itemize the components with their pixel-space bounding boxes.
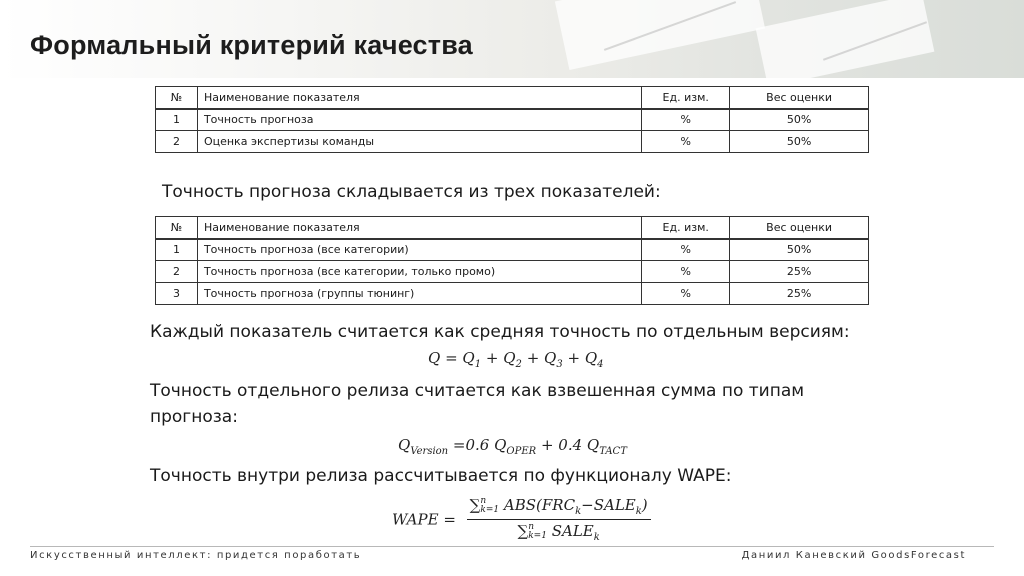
cell-number: 1	[156, 109, 198, 131]
forecast-accuracy-text: Точность прогноза складывается из трех показателей:	[162, 182, 661, 202]
formula-q-lhs: Q =	[428, 349, 458, 367]
cell-number: 2	[156, 261, 198, 283]
formula-version-sub: OPER	[506, 446, 537, 457]
cell-number: 1	[156, 239, 198, 261]
release-text-line1: Точность отдельного релиза считается как взвешенная сумма по типам	[150, 381, 805, 401]
cell-name: Точность прогноза	[197, 109, 641, 131]
sum-upper: n	[528, 522, 535, 532]
cell-unit: %	[642, 131, 730, 153]
numerator-text: )	[641, 496, 648, 514]
header-number: №	[156, 217, 198, 239]
denominator-sub: k	[593, 532, 600, 543]
header-unit: Ед. изм.	[642, 217, 730, 239]
sum-limits	[528, 523, 547, 541]
sum-lower: k=1	[480, 505, 500, 515]
cell-unit: %	[642, 261, 730, 283]
formula-wape	[392, 496, 651, 543]
numerator-text: −SALE	[581, 496, 636, 514]
denominator-text: SALE	[551, 522, 594, 540]
numerator-text: ABS(FRC	[503, 496, 576, 514]
formula-q-term: + Q	[485, 349, 516, 367]
table-row	[156, 109, 869, 131]
cell-number: 3	[156, 283, 198, 305]
formula-q-term: Q	[462, 349, 475, 367]
sum-symbol: ∑	[517, 522, 529, 540]
cell-weight: 25%	[730, 283, 869, 305]
cell-number: 2	[156, 131, 198, 153]
cell-name: Оценка экспертизы команды	[197, 131, 641, 153]
cell-unit: %	[642, 283, 730, 305]
sum-limits	[480, 497, 499, 515]
footer-right-text: Даниил Каневский GoodsForecast	[741, 550, 966, 561]
header-weight: Вес оценки	[730, 217, 869, 239]
sum-upper: n	[480, 496, 487, 506]
formula-q-term: + Q	[526, 349, 557, 367]
page-title: Формальный критерий качества	[30, 30, 473, 60]
formula-q	[428, 349, 604, 370]
footer-left-text: Искусственный интеллект: придется поработать	[30, 550, 362, 561]
cell-weight: 50%	[730, 109, 869, 131]
cell-name: Точность прогноза (все категории)	[197, 239, 641, 261]
sum-lower: k=1	[528, 531, 547, 541]
forecast-accuracy-table	[155, 216, 869, 305]
cell-unit: %	[642, 239, 730, 261]
formula-q-sub: 3	[556, 359, 563, 370]
wape-denominator	[467, 520, 651, 543]
table-row	[156, 239, 869, 261]
formula-version-q: Q	[398, 436, 411, 454]
footer-divider	[30, 546, 994, 547]
numerator-sub: k	[635, 506, 642, 517]
wape-numerator	[467, 496, 651, 520]
cell-weight: 50%	[730, 131, 869, 153]
release-text-line2: прогноза:	[150, 407, 238, 427]
criteria-table	[155, 86, 869, 153]
cell-weight: 50%	[730, 239, 869, 261]
each-metric-text: Каждый показатель считается как средняя точность по отдельным версиям:	[150, 322, 850, 342]
table-row	[156, 131, 869, 153]
header-unit: Ед. изм.	[642, 87, 730, 109]
header-name: Наименование показателя	[197, 87, 641, 109]
formula-version-mid: + 0.4 Q	[540, 436, 600, 454]
table-header-row	[156, 87, 869, 109]
cell-weight: 25%	[730, 261, 869, 283]
cell-name: Точность прогноза (все категории, только промо)	[197, 261, 641, 283]
formula-wape-lhs: WAPE =	[392, 510, 456, 529]
formula-q-term: + Q	[567, 349, 598, 367]
formula-version-sub: Version	[410, 446, 449, 457]
header-number: №	[156, 87, 198, 109]
formula-q-sub: 2	[515, 359, 522, 370]
header-name: Наименование показателя	[197, 217, 641, 239]
cell-unit: %	[642, 109, 730, 131]
formula-q-sub: 1	[474, 359, 482, 370]
cell-name: Точность прогноза (группы тюнинг)	[197, 283, 641, 305]
table-row	[156, 261, 869, 283]
header-weight: Вес оценки	[730, 87, 869, 109]
inside-release-text: Точность внутри релиза рассчитывается по функционалу WAPE:	[150, 466, 732, 486]
table-row	[156, 283, 869, 305]
sum-symbol: ∑	[469, 496, 481, 514]
formula-q-sub: 4	[597, 359, 604, 370]
table-header-row	[156, 217, 869, 239]
wape-fraction	[467, 496, 651, 543]
formula-version-sub: TACT	[599, 446, 627, 457]
formula-version-mid: =0.6 Q	[452, 436, 507, 454]
numerator-sub: k	[575, 506, 582, 517]
formula-version	[398, 436, 627, 457]
